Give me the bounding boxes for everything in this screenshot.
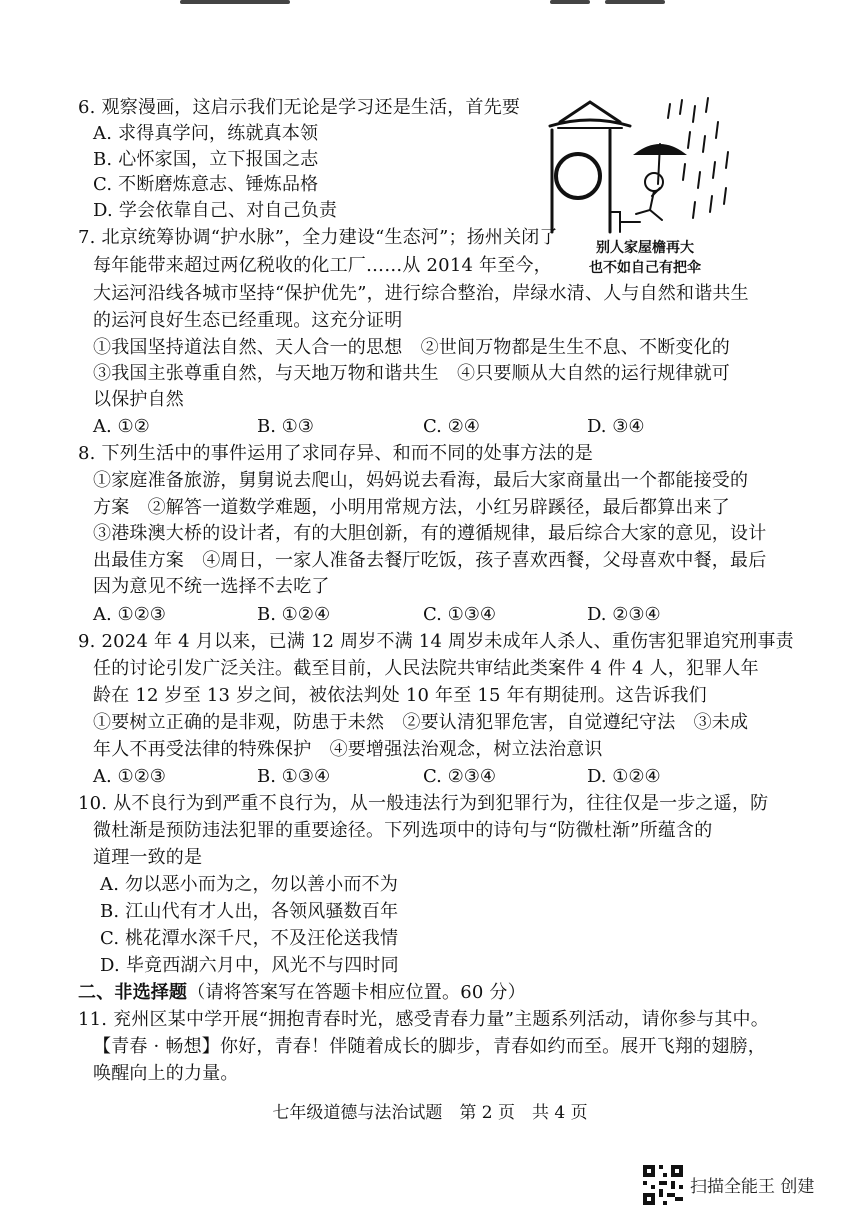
q7-option-a: A. ①② (93, 416, 150, 437)
q7-statement: ①我国坚持道法自然、天人合一的思想 ②世间万物都是生生不息、不断变化的 (93, 337, 730, 358)
scanner-watermark: 扫描全能王 创建 (690, 1177, 815, 1197)
q7-options (93, 415, 743, 439)
q7-statement: ③我国主张尊重自然，与天地万物和谐共生 ④只要顺从大自然的运行规律就可 (93, 363, 730, 384)
q10-option-c: C. 桃花潭水深千尺，不及汪伦送我情 (100, 928, 399, 949)
top-scan-remnant (180, 0, 700, 6)
q7-line: 的运河良好生态已经重现。这充分证明 (93, 310, 403, 331)
q7-line: 7. 北京统筹协调“护水脉”，全力建设“生态河”；扬州关闭了 (78, 227, 558, 248)
q9-option-a: A. ①②③ (93, 766, 166, 787)
q8-statement: 出最佳方案 ④周日，一家人准备去餐厅吃饭，孩子喜欢西餐，父母喜欢中餐，最后 (93, 550, 767, 571)
q9-statement: 年人不再受法律的特殊保护 ④要增强法治观念，树立法治意识 (93, 739, 603, 760)
q8-statement: 因为意见不统一选择不去吃了 (93, 576, 330, 597)
q10-line: 微杜渐是预防违法犯罪的重要途径。下列选项中的诗句与“防微杜渐”所蕴含的 (93, 820, 713, 841)
q10-option-a: A. 勿以恶小而为之，勿以善小而不为 (100, 874, 399, 895)
q11-line: 11. 兖州区某中学开展“拥抱青春时光，感受青春力量”主题系列活动，请你参与其中。 (78, 1009, 769, 1030)
q7-line: 每年能带来超过两亿税收的化工厂……从 2014 年至今， (93, 255, 552, 276)
section2-heading-row (78, 981, 526, 1005)
section2-heading-note: （请将答案写在答题卡相应位置。60 分） (187, 982, 526, 1003)
q8-line: 8. 下列生活中的事件运用了求同存异、和而不同的处事方法的是 (78, 443, 593, 464)
q9-option-b: B. ①③④ (257, 766, 331, 787)
qr-code-icon (643, 1165, 683, 1205)
q8-option-c: C. ①③④ (423, 604, 496, 625)
q10-option-b: B. 江山代有才人出，各领风骚数百年 (100, 901, 399, 922)
q8-option-d: D. ②③④ (587, 604, 661, 625)
q10-line: 10. 从不良行为到严重不良行为，从一般违法行为到犯罪行为，往往仅是一步之遥，防 (78, 793, 769, 814)
q8-statement: ③港珠澳大桥的设计者，有的大胆创新，有的遵循规律，最后综合大家的意见，设计 (93, 523, 767, 544)
q7-statement: 以保护自然 (93, 389, 184, 410)
q7-option-d: D. ③④ (587, 416, 645, 437)
q7-option-b: B. ①③ (257, 416, 314, 437)
q9-statement: ①要树立正确的是非观，防患于未然 ②要认清犯罪危害，自觉遵纪守法 ③未成 (93, 712, 749, 733)
q8-options (93, 603, 743, 627)
q9-line: 龄在 12 岁至 13 岁之间，被依法判处 10 年至 15 年有期徒刑。这告诉我们 (93, 685, 707, 706)
q9-line: 9. 2024 年 4 月以来，已满 12 周岁不满 14 周岁未成年人杀人、重伤害犯罪追究刑事责 (78, 631, 794, 652)
comic-caption-line2: 也不如自己有把伞 (589, 260, 701, 276)
q6-option-c: C. 不断磨炼意志、锤炼品格 (93, 174, 319, 195)
page-footer: 七年级道德与法治试题 第 2 页 共 4 页 (272, 1103, 588, 1123)
q8-option-a: A. ①②③ (93, 604, 166, 625)
q11-line: 唤醒向上的力量。 (93, 1063, 239, 1084)
q6-option-a: A. 求得真学问，练就真本领 (93, 123, 319, 144)
q9-option-d: D. ①②④ (587, 766, 661, 787)
q7-line: 大运河沿线各城市坚持“保护优先”，进行综合整治，岸绿水清、人与自然和谐共生 (93, 283, 749, 304)
q9-options (93, 765, 743, 789)
q8-option-b: B. ①②④ (257, 604, 331, 625)
q10-line: 道理一致的是 (93, 847, 203, 868)
umbrella-comic-illustration (540, 92, 740, 237)
q6-stem: 6. 观察漫画，这启示我们无论是学习还是生活，首先要 (78, 97, 521, 118)
q6-option-d: D. 学会依靠自己、对自己负责 (93, 200, 338, 221)
q7-option-c: C. ②④ (423, 416, 480, 437)
comic-caption-line1: 别人家屋檐再大 (596, 240, 694, 256)
q8-statement: ①家庭准备旅游，舅舅说去爬山，妈妈说去看海，最后大家商量出一个都能接受的 (93, 470, 749, 491)
q9-option-c: C. ②③④ (423, 766, 496, 787)
section2-heading: 二、非选择题 (78, 982, 188, 1003)
q9-line: 任的讨论引发广泛关注。截至目前，人民法院共审结此类案件 4 件 4 人，犯罪人年 (93, 658, 759, 679)
q10-option-d: D. 毕竟西湖六月中，风光不与四时同 (100, 955, 399, 976)
q8-statement: 方案 ②解答一道数学难题，小明用常规方法，小红另辟蹊径，最后都算出来了 (93, 497, 730, 518)
q11-line: 【青春 · 畅想】你好，青春！伴随着成长的脚步，青春如约而至。展开飞翔的翅膀， (93, 1036, 766, 1057)
q6-option-b: B. 心怀家国，立下报国之志 (93, 149, 319, 170)
